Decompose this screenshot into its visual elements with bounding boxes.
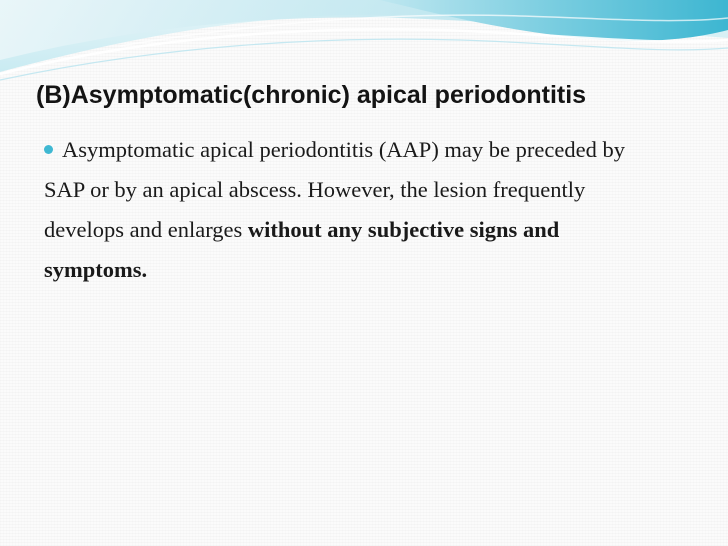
bullet-item xyxy=(44,130,664,290)
slide-title: (B)Asymptomatic(chronic) apical periodontitis xyxy=(36,81,587,109)
bullet-text: Asymptomatic apical periodontitis (AAP) may be preceded by SAP or by an apical abscess. However, the lesion frequently develops and enlarges xyxy=(44,137,625,242)
filled-circle-bullet-icon xyxy=(44,145,53,154)
bullet-list xyxy=(44,130,664,290)
header-wave-decoration xyxy=(0,0,728,90)
bullet-text-emphasis: without any subjective signs and symptoms. xyxy=(44,217,560,282)
